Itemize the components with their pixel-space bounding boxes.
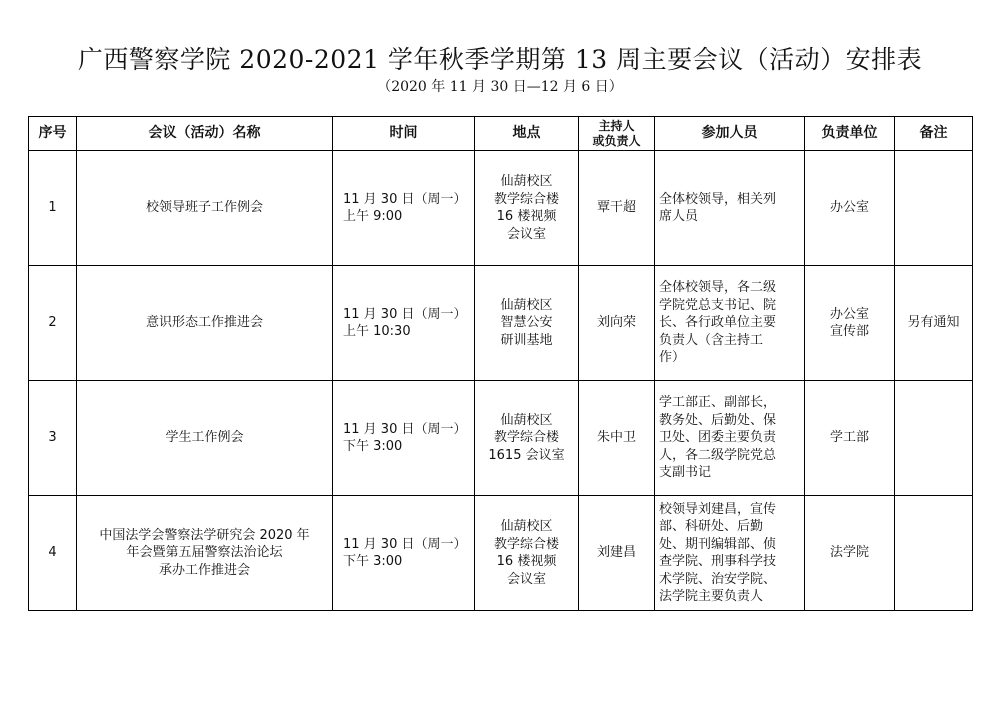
cell-note: [895, 381, 973, 496]
cell-unit: 办公室 宣传部: [805, 266, 895, 381]
cell-note: [895, 151, 973, 266]
cell-seq: 3: [29, 381, 77, 496]
cell-unit: 学工部: [805, 381, 895, 496]
cell-name: 学生工作例会: [77, 381, 333, 496]
schedule-table: [28, 116, 973, 611]
table-row: [29, 496, 973, 611]
cell-time: 11 月 30 日（周一） 下午 3:00: [333, 381, 475, 496]
header-time: 时间: [333, 117, 475, 151]
page-title: 广西警察学院 2020-2021 学年秋季学期第 13 周主要会议（活动）安排表: [77, 45, 923, 74]
date-range-subtitle: （2020 年 11 月 30 日—12 月 6 日）: [377, 79, 623, 95]
cell-name: 校领导班子工作例会: [77, 151, 333, 266]
header-seq: 序号: [29, 117, 77, 151]
header-name: 会议（活动）名称: [77, 117, 333, 151]
cell-seq: 1: [29, 151, 77, 266]
header-unit: 负责单位: [805, 117, 895, 151]
cell-time: 11 月 30 日（周一） 下午 3:00: [333, 496, 475, 611]
cell-place: 仙葫校区 智慧公安 研训基地: [475, 266, 579, 381]
cell-unit: 办公室: [805, 151, 895, 266]
cell-host: 刘建昌: [579, 496, 655, 611]
header-host: 主持人 或负责人: [579, 117, 655, 151]
cell-name: 中国法学会警察法学研究会 2020 年 年会暨第五届警察法治论坛 承办工作推进会: [77, 496, 333, 611]
cell-seq: 2: [29, 266, 77, 381]
table-row: [29, 381, 973, 496]
cell-time: 11 月 30 日（周一） 上午 9:00: [333, 151, 475, 266]
cell-participants: 全体校领导，各二级 学院党总支书记、院 长、各行政单位主要 负责人（含主持工 作）: [655, 266, 805, 381]
cell-note: [895, 496, 973, 611]
cell-host: 朱中卫: [579, 381, 655, 496]
header-participants: 参加人员: [655, 117, 805, 151]
cell-participants: 全体校领导，相关列 席人员: [655, 151, 805, 266]
cell-participants: 学工部正、副部长， 教务处、后勤处、保 卫处、团委主要负责 人，各二级学院党总 支副书记: [655, 381, 805, 496]
cell-time: 11 月 30 日（周一） 上午 10:30: [333, 266, 475, 381]
header-note: 备注: [895, 117, 973, 151]
cell-host: 覃干超: [579, 151, 655, 266]
header-row: [29, 117, 973, 151]
cell-unit: 法学院: [805, 496, 895, 611]
cell-seq: 4: [29, 496, 77, 611]
cell-place: 仙葫校区 教学综合楼 16 楼视频 会议室: [475, 151, 579, 266]
table-row: [29, 151, 973, 266]
cell-host: 刘向荣: [579, 266, 655, 381]
cell-participants: 校领导刘建昌，宣传 部、科研处、后勤 处、期刊编辑部、侦 查学院、刑事科学技 术学院、治安学院、 法学院主要负责人: [655, 496, 805, 611]
cell-place: 仙葫校区 教学综合楼 1615 会议室: [475, 381, 579, 496]
cell-name: 意识形态工作推进会: [77, 266, 333, 381]
cell-place: 仙葫校区 教学综合楼 16 楼视频 会议室: [475, 496, 579, 611]
header-place: 地点: [475, 117, 579, 151]
cell-note: 另有通知: [895, 266, 973, 381]
table-row: [29, 266, 973, 381]
